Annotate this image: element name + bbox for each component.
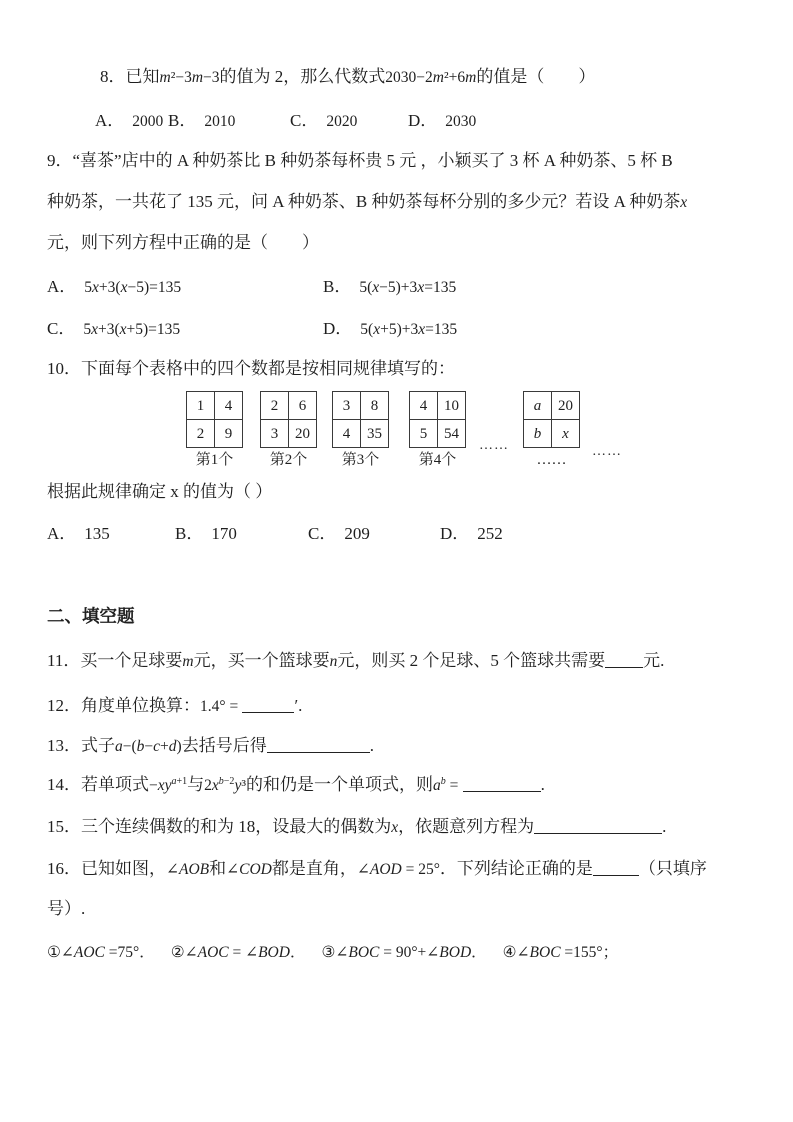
q9-option-b-letter: B． bbox=[323, 277, 352, 296]
q8-option-b bbox=[168, 110, 290, 133]
table-cell: 6 bbox=[289, 392, 317, 420]
question-12 bbox=[47, 695, 302, 718]
pattern-table-1 bbox=[186, 391, 243, 469]
q8-option-c-letter: C． bbox=[290, 111, 319, 130]
table-cell: 54 bbox=[438, 420, 466, 448]
q14-text-mid2: 的和仍是一个单项式，则 bbox=[245, 775, 433, 794]
q9-option-d bbox=[323, 318, 457, 341]
pattern-tables-figure bbox=[186, 391, 622, 469]
q12-text-post: ′. bbox=[294, 696, 303, 715]
q8-option-a bbox=[95, 110, 168, 133]
pattern-table-n bbox=[523, 391, 580, 469]
q14-text-post: . bbox=[540, 775, 545, 794]
q11-text-pre: 11．买一个足球要 bbox=[47, 651, 183, 670]
q8-option-d-letter: D． bbox=[408, 111, 438, 130]
question-16-line-1 bbox=[47, 858, 707, 881]
q9-option-d-letter: D． bbox=[323, 319, 353, 338]
q11-text-mid2: 元，则买 2 个足球、5 个篮球共需要 bbox=[337, 651, 606, 670]
q8-option-b-letter: B． bbox=[168, 111, 197, 130]
q10-option-d bbox=[440, 523, 503, 545]
pattern-table-3 bbox=[332, 391, 389, 469]
q16-angle-aod: ∠AOD = 25° bbox=[356, 861, 440, 878]
table-cell: 1 bbox=[187, 392, 215, 420]
q16-angle-cod: ∠COD bbox=[226, 861, 272, 878]
table-cell: 4 bbox=[410, 392, 438, 420]
table-cell: b bbox=[524, 420, 552, 448]
q13-text-post: . bbox=[369, 736, 374, 755]
q12-expression: 1.4° = bbox=[200, 698, 239, 715]
table-cell: 3 bbox=[333, 392, 361, 420]
q10-option-b-letter: B． bbox=[175, 524, 204, 543]
q8-option-a-letter: A． bbox=[95, 111, 125, 130]
question-15 bbox=[47, 816, 666, 839]
q9-option-b-formula: 5(x−5)+3x=135 bbox=[359, 279, 457, 296]
table-cell: 35 bbox=[361, 420, 389, 448]
q9-option-d-formula: 5(x+5)+3x=135 bbox=[360, 321, 458, 338]
q10-option-d-value: 252 bbox=[477, 524, 503, 543]
q16-choice-2: ②∠AOC = ∠BOD． bbox=[170, 944, 306, 961]
q11-answer-blank bbox=[605, 652, 643, 668]
q11-text-mid1: 元，买一个篮球要 bbox=[193, 651, 330, 670]
q8-text-post: 的值是（ ） bbox=[476, 67, 596, 86]
q14-monomial-2: $2x^{b-2}y^3$ bbox=[204, 775, 246, 794]
q10-option-d-letter: D． bbox=[440, 524, 470, 543]
q13-expression: a−(b−c+d) bbox=[115, 738, 182, 755]
q10-option-a bbox=[47, 523, 175, 545]
q10-option-a-value: 135 bbox=[84, 524, 110, 543]
q10-option-c bbox=[308, 523, 440, 545]
q13-text-pre: 13．式子 bbox=[47, 736, 115, 755]
q8-expression-2: 2030−2m²+6m bbox=[385, 69, 477, 86]
q16-angle-aob: ∠AOB bbox=[166, 861, 210, 878]
question-16-line-2: 号）. bbox=[47, 899, 86, 918]
q14-expression-ab: $a^b$ = bbox=[432, 775, 459, 794]
table-cell: a bbox=[524, 392, 552, 420]
table-1-label: 第1个 bbox=[195, 452, 234, 468]
table-cell: x bbox=[552, 420, 580, 448]
question-13 bbox=[47, 735, 374, 758]
q11-variable-m: m bbox=[182, 653, 194, 670]
q9-line2-variable: x bbox=[680, 194, 688, 211]
table-cell: 3 bbox=[261, 420, 289, 448]
table-4-label: 第4个 bbox=[418, 452, 457, 468]
table-cell: 10 bbox=[438, 392, 466, 420]
q8-option-d bbox=[408, 110, 476, 133]
pattern-table-4 bbox=[409, 391, 466, 469]
q16-choice-3: ③∠BOC = 90°+∠BOD． bbox=[321, 944, 487, 961]
table-n-label: …… bbox=[536, 452, 567, 468]
q16-text-mid2: 都是直角， bbox=[271, 859, 357, 878]
q12-answer-blank bbox=[242, 697, 294, 713]
ellipsis-after-tables: …… bbox=[592, 444, 622, 459]
q10-option-a-letter: A． bbox=[47, 524, 77, 543]
q13-answer-blank bbox=[267, 737, 370, 753]
question-9-options-row-2 bbox=[47, 318, 457, 341]
q8-option-c-value: 2020 bbox=[326, 113, 358, 130]
q15-text-post: . bbox=[662, 817, 667, 836]
table-cell: 4 bbox=[333, 420, 361, 448]
table-cell: 2 bbox=[187, 420, 215, 448]
q15-text-pre: 15．三个连续偶数的和为 18，设最大的偶数为 bbox=[47, 817, 392, 836]
q10-option-b bbox=[175, 523, 308, 545]
section-2-heading: 二、填空题 bbox=[47, 606, 135, 626]
question-9-options-row-1 bbox=[47, 276, 456, 299]
q16-text-mid3: ．下列结论正确的是 bbox=[439, 859, 593, 878]
q16-choice-4: ④∠BOC =155°； bbox=[502, 944, 619, 961]
q10-option-c-letter: C． bbox=[308, 524, 337, 543]
q11-text-post: 元. bbox=[643, 651, 665, 670]
table-2-label: 第2个 bbox=[269, 452, 308, 468]
q9-option-a-formula: 5x+3(x−5)=135 bbox=[84, 279, 182, 296]
question-10-stem: 10．下面每个表格中的四个数都是按相同规律填写的： bbox=[47, 359, 455, 378]
question-8-options bbox=[95, 110, 476, 133]
q9-option-b bbox=[323, 276, 456, 299]
question-9-line-2 bbox=[47, 191, 687, 214]
q9-option-c-formula: 5x+3(x+5)=135 bbox=[83, 321, 181, 338]
q16-text-pre: 16．已知如图， bbox=[47, 859, 166, 878]
q14-text-pre: 14．若单项式 bbox=[47, 775, 149, 794]
q13-text-mid: 去括号后得 bbox=[181, 736, 267, 755]
q8-option-d-value: 2030 bbox=[445, 113, 477, 130]
q8-option-a-value: 2000 bbox=[132, 113, 164, 130]
q9-line2-text: 种奶茶，一共花了 135 元，问 A 种奶茶、B 种奶茶每杯分别的多少元？若设 A 种奶茶 bbox=[47, 192, 681, 211]
table-cell: 5 bbox=[410, 420, 438, 448]
pattern-table-2 bbox=[260, 391, 317, 469]
q8-option-c bbox=[290, 110, 408, 133]
question-14 bbox=[47, 774, 545, 797]
q12-text-pre: 12．角度单位换算： bbox=[47, 696, 200, 715]
q15-variable-x: x bbox=[391, 819, 399, 836]
q16-text-mid1: 和 bbox=[209, 859, 227, 878]
q14-monomial-1: $-xy^{a+1}$ bbox=[149, 775, 188, 794]
q15-answer-blank bbox=[534, 818, 662, 834]
table-cell: 20 bbox=[289, 420, 317, 448]
q9-option-a-letter: A． bbox=[47, 277, 77, 296]
q14-answer-blank bbox=[463, 776, 541, 792]
question-11 bbox=[47, 650, 664, 673]
q10-option-c-value: 209 bbox=[344, 524, 370, 543]
question-9-line-1: 9．“喜茶”店中的 A 种奶茶比 B 种奶茶每杯贵 5 元 ，小颖买了 3 杯 A 种奶茶、5 杯 B bbox=[47, 151, 673, 170]
q15-text-mid: ，依题意列方程为 bbox=[398, 817, 535, 836]
table-3-label: 第3个 bbox=[341, 452, 380, 468]
question-10-options bbox=[47, 523, 503, 545]
q8-text-mid: 的值为 2，那么代数式 bbox=[219, 67, 386, 86]
ellipsis-between-tables: …… bbox=[479, 438, 509, 453]
table-cell: 2 bbox=[261, 392, 289, 420]
q11-variable-n: n bbox=[329, 653, 338, 670]
q16-answer-blank bbox=[593, 860, 639, 876]
q16-choice-1: ①∠AOC =75°． bbox=[47, 944, 155, 961]
table-cell: 9 bbox=[215, 420, 243, 448]
q8-text-pre: 8．已知 bbox=[100, 67, 160, 86]
q9-option-a bbox=[47, 276, 323, 299]
table-cell: 20 bbox=[552, 392, 580, 420]
table-cell: 4 bbox=[215, 392, 243, 420]
q16-text-post: （只填序 bbox=[638, 859, 707, 878]
q8-expression-1: m²−3m−3 bbox=[159, 69, 220, 86]
q14-text-mid1: 与 bbox=[187, 775, 205, 794]
question-16-choices bbox=[47, 941, 634, 964]
question-8-stem bbox=[100, 66, 595, 89]
question-10-prompt: 根据此规律确定 x 的值为（ ） bbox=[47, 482, 273, 501]
q8-option-b-value: 2010 bbox=[204, 113, 236, 130]
q9-option-c bbox=[47, 318, 323, 341]
table-cell: 8 bbox=[361, 392, 389, 420]
question-9-line-3: 元，则下列方程中正确的是（ ） bbox=[47, 233, 319, 252]
q10-option-b-value: 170 bbox=[211, 524, 237, 543]
q9-option-c-letter: C． bbox=[47, 319, 76, 338]
